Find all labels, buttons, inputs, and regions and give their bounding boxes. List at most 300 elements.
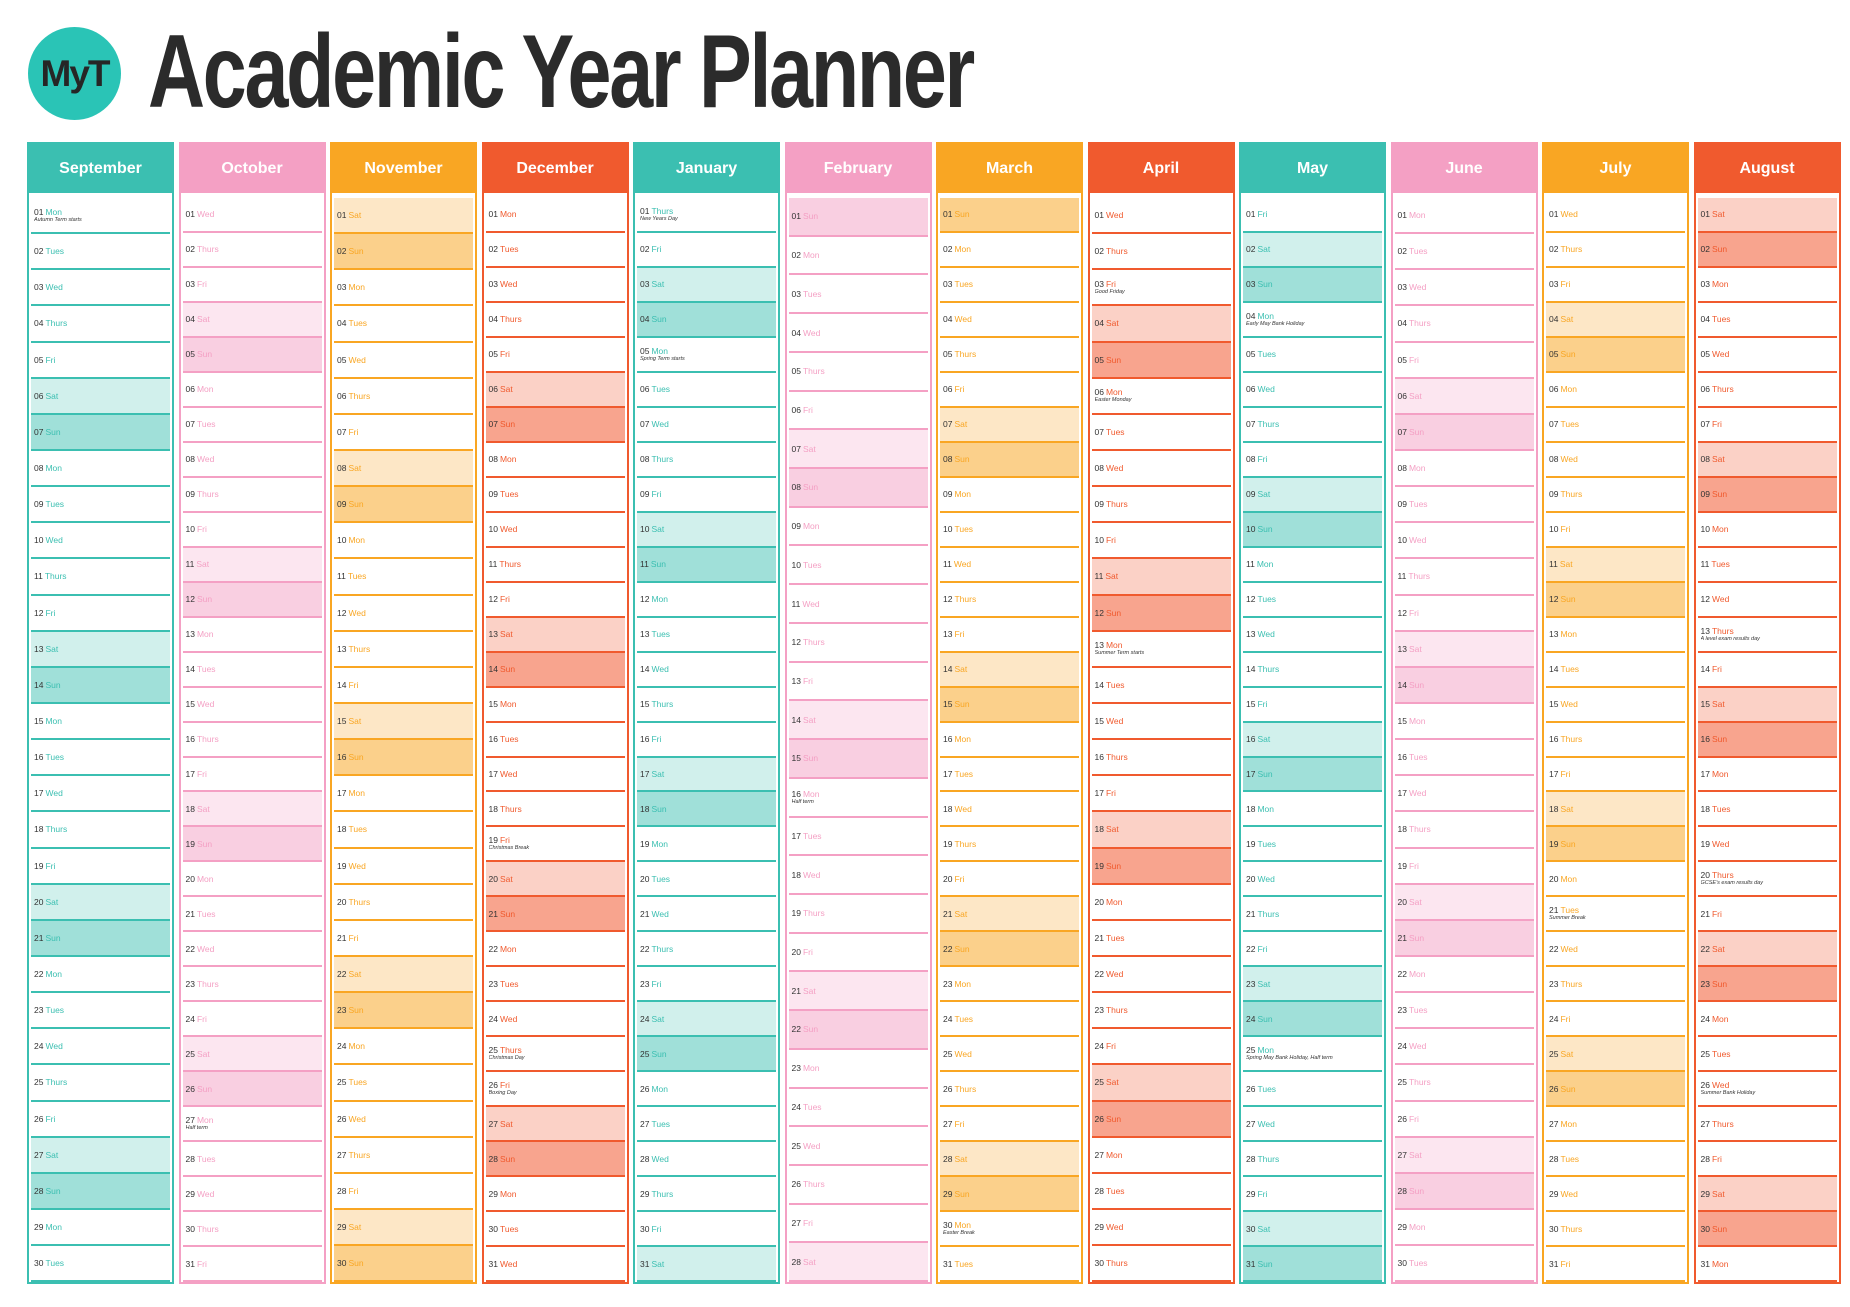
day-cell[interactable]	[334, 1029, 473, 1065]
day-cell[interactable]	[486, 653, 625, 688]
day-cell[interactable]	[1243, 1072, 1382, 1107]
day-cell[interactable]	[637, 303, 776, 338]
day-cell[interactable]	[1546, 373, 1685, 408]
day-cell[interactable]	[183, 583, 322, 618]
day-cell[interactable]	[940, 897, 1079, 932]
day-cell[interactable]	[1546, 513, 1685, 548]
day-cell[interactable]	[334, 776, 473, 812]
day-cell[interactable]	[486, 1177, 625, 1212]
day-cell[interactable]	[1243, 1177, 1382, 1212]
day-cell[interactable]	[637, 583, 776, 618]
day-cell[interactable]	[486, 723, 625, 758]
day-cell[interactable]	[1395, 198, 1534, 234]
day-cell[interactable]	[637, 1037, 776, 1072]
day-cell[interactable]	[1092, 776, 1231, 812]
day-cell[interactable]	[1698, 967, 1837, 1002]
day-cell[interactable]	[31, 957, 170, 993]
day-cell[interactable]	[1546, 1107, 1685, 1142]
day-cell[interactable]	[1698, 338, 1837, 373]
day-cell[interactable]	[1395, 740, 1534, 776]
day-cell[interactable]	[789, 934, 928, 973]
day-cell[interactable]	[789, 508, 928, 547]
day-cell[interactable]	[334, 921, 473, 957]
day-cell[interactable]	[1092, 379, 1231, 415]
day-cell[interactable]	[31, 921, 170, 957]
day-cell[interactable]	[1092, 1138, 1231, 1174]
day-cell[interactable]	[789, 1127, 928, 1166]
day-cell[interactable]	[637, 1107, 776, 1142]
day-cell[interactable]	[486, 1212, 625, 1247]
day-cell[interactable]	[789, 198, 928, 237]
day-cell[interactable]	[1546, 827, 1685, 862]
day-cell[interactable]	[1546, 408, 1685, 443]
day-cell[interactable]	[1243, 198, 1382, 233]
day-cell[interactable]	[940, 268, 1079, 303]
day-cell[interactable]	[486, 897, 625, 932]
day-cell[interactable]	[789, 1050, 928, 1089]
day-cell[interactable]	[1395, 415, 1534, 451]
day-cell[interactable]	[1243, 1247, 1382, 1282]
day-cell[interactable]	[1243, 792, 1382, 827]
day-cell[interactable]	[637, 758, 776, 793]
day-cell[interactable]	[183, 513, 322, 548]
day-cell[interactable]	[637, 792, 776, 827]
day-cell[interactable]	[486, 268, 625, 303]
day-cell[interactable]	[637, 513, 776, 548]
day-cell[interactable]	[789, 275, 928, 314]
day-cell[interactable]	[486, 932, 625, 967]
day-cell[interactable]	[334, 1174, 473, 1210]
day-cell[interactable]	[789, 353, 928, 392]
day-cell[interactable]	[31, 306, 170, 342]
day-cell[interactable]	[1243, 408, 1382, 443]
day-cell[interactable]	[940, 303, 1079, 338]
day-cell[interactable]	[1092, 885, 1231, 921]
day-cell[interactable]	[940, 1177, 1079, 1212]
day-cell[interactable]	[1243, 1002, 1382, 1037]
day-cell[interactable]	[31, 704, 170, 740]
day-cell[interactable]	[31, 1102, 170, 1138]
day-cell[interactable]	[789, 895, 928, 934]
day-cell[interactable]	[31, 1029, 170, 1065]
day-cell[interactable]	[334, 957, 473, 993]
day-cell[interactable]	[1546, 932, 1685, 967]
day-cell[interactable]	[1092, 921, 1231, 957]
day-cell[interactable]	[637, 967, 776, 1002]
day-cell[interactable]	[637, 233, 776, 268]
day-cell[interactable]	[789, 701, 928, 740]
day-cell[interactable]	[1546, 1247, 1685, 1282]
day-cell[interactable]	[1395, 849, 1534, 885]
day-cell[interactable]	[183, 758, 322, 793]
day-cell[interactable]	[183, 688, 322, 723]
day-cell[interactable]	[940, 862, 1079, 897]
day-cell[interactable]	[1092, 559, 1231, 595]
day-cell[interactable]	[1698, 618, 1837, 653]
day-cell[interactable]	[940, 233, 1079, 268]
day-cell[interactable]	[334, 198, 473, 234]
day-cell[interactable]	[789, 663, 928, 702]
day-cell[interactable]	[940, 758, 1079, 793]
day-cell[interactable]	[1243, 862, 1382, 897]
day-cell[interactable]	[1698, 513, 1837, 548]
day-cell[interactable]	[1243, 1212, 1382, 1247]
day-cell[interactable]	[1092, 1210, 1231, 1246]
day-cell[interactable]	[334, 632, 473, 668]
day-cell[interactable]	[334, 596, 473, 632]
day-cell[interactable]	[1698, 233, 1837, 268]
day-cell[interactable]	[1092, 1065, 1231, 1101]
day-cell[interactable]	[1546, 198, 1685, 233]
day-cell[interactable]	[940, 478, 1079, 513]
day-cell[interactable]	[31, 596, 170, 632]
day-cell[interactable]	[1698, 1142, 1837, 1177]
day-cell[interactable]	[1698, 688, 1837, 723]
day-cell[interactable]	[1546, 338, 1685, 373]
day-cell[interactable]	[1546, 1212, 1685, 1247]
day-cell[interactable]	[637, 1142, 776, 1177]
day-cell[interactable]	[940, 548, 1079, 583]
day-cell[interactable]	[334, 849, 473, 885]
day-cell[interactable]	[183, 443, 322, 478]
day-cell[interactable]	[183, 897, 322, 932]
day-cell[interactable]	[1395, 1102, 1534, 1138]
day-cell[interactable]	[1395, 776, 1534, 812]
day-cell[interactable]	[1698, 1072, 1837, 1107]
day-cell[interactable]	[1243, 688, 1382, 723]
day-cell[interactable]	[637, 932, 776, 967]
day-cell[interactable]	[940, 827, 1079, 862]
day-cell[interactable]	[1546, 233, 1685, 268]
day-cell[interactable]	[637, 1072, 776, 1107]
day-cell[interactable]	[1092, 343, 1231, 379]
day-cell[interactable]	[334, 1102, 473, 1138]
day-cell[interactable]	[1395, 1029, 1534, 1065]
day-cell[interactable]	[1092, 596, 1231, 632]
day-cell[interactable]	[1092, 198, 1231, 234]
day-cell[interactable]	[334, 1065, 473, 1101]
day-cell[interactable]	[486, 618, 625, 653]
day-cell[interactable]	[940, 513, 1079, 548]
day-cell[interactable]	[1546, 688, 1685, 723]
day-cell[interactable]	[31, 1174, 170, 1210]
day-cell[interactable]	[1243, 373, 1382, 408]
day-cell[interactable]	[31, 198, 170, 234]
day-cell[interactable]	[486, 1072, 625, 1107]
day-cell[interactable]	[31, 849, 170, 885]
day-cell[interactable]	[334, 234, 473, 270]
day-cell[interactable]	[1395, 1246, 1534, 1282]
day-cell[interactable]	[789, 237, 928, 276]
day-cell[interactable]	[334, 559, 473, 595]
day-cell[interactable]	[486, 548, 625, 583]
day-cell[interactable]	[1092, 234, 1231, 270]
day-cell[interactable]	[334, 1138, 473, 1174]
day-cell[interactable]	[31, 1210, 170, 1246]
day-cell[interactable]	[1395, 704, 1534, 740]
day-cell[interactable]	[637, 548, 776, 583]
day-cell[interactable]	[789, 972, 928, 1011]
day-cell[interactable]	[637, 618, 776, 653]
day-cell[interactable]	[1698, 758, 1837, 793]
day-cell[interactable]	[31, 812, 170, 848]
day-cell[interactable]	[637, 897, 776, 932]
day-cell[interactable]	[637, 723, 776, 758]
day-cell[interactable]	[1243, 478, 1382, 513]
day-cell[interactable]	[183, 1072, 322, 1107]
day-cell[interactable]	[31, 270, 170, 306]
day-cell[interactable]	[183, 1107, 322, 1142]
day-cell[interactable]	[486, 1142, 625, 1177]
day-cell[interactable]	[789, 1011, 928, 1050]
day-cell[interactable]	[31, 234, 170, 270]
day-cell[interactable]	[940, 932, 1079, 967]
day-cell[interactable]	[486, 792, 625, 827]
day-cell[interactable]	[183, 653, 322, 688]
day-cell[interactable]	[789, 469, 928, 508]
day-cell[interactable]	[334, 993, 473, 1029]
day-cell[interactable]	[1546, 758, 1685, 793]
day-cell[interactable]	[486, 827, 625, 862]
day-cell[interactable]	[334, 740, 473, 776]
day-cell[interactable]	[1092, 523, 1231, 559]
day-cell[interactable]	[1698, 897, 1837, 932]
day-cell[interactable]	[1546, 443, 1685, 478]
day-cell[interactable]	[1092, 740, 1231, 776]
day-cell[interactable]	[1395, 379, 1534, 415]
day-cell[interactable]	[1546, 618, 1685, 653]
day-cell[interactable]	[940, 198, 1079, 233]
day-cell[interactable]	[1395, 1065, 1534, 1101]
day-cell[interactable]	[183, 618, 322, 653]
day-cell[interactable]	[1395, 668, 1534, 704]
day-cell[interactable]	[1698, 792, 1837, 827]
day-cell[interactable]	[1092, 957, 1231, 993]
day-cell[interactable]	[183, 1037, 322, 1072]
day-cell[interactable]	[486, 758, 625, 793]
day-cell[interactable]	[1243, 583, 1382, 618]
day-cell[interactable]	[1546, 478, 1685, 513]
day-cell[interactable]	[940, 618, 1079, 653]
day-cell[interactable]	[637, 1177, 776, 1212]
day-cell[interactable]	[1092, 812, 1231, 848]
day-cell[interactable]	[1243, 1142, 1382, 1177]
day-cell[interactable]	[1092, 487, 1231, 523]
day-cell[interactable]	[334, 704, 473, 740]
day-cell[interactable]	[31, 415, 170, 451]
day-cell[interactable]	[31, 668, 170, 704]
day-cell[interactable]	[334, 523, 473, 559]
day-cell[interactable]	[940, 583, 1079, 618]
day-cell[interactable]	[789, 1243, 928, 1282]
day-cell[interactable]	[1395, 993, 1534, 1029]
day-cell[interactable]	[789, 430, 928, 469]
day-cell[interactable]	[486, 1247, 625, 1282]
day-cell[interactable]	[1698, 723, 1837, 758]
day-cell[interactable]	[486, 478, 625, 513]
day-cell[interactable]	[637, 478, 776, 513]
day-cell[interactable]	[183, 723, 322, 758]
day-cell[interactable]	[940, 688, 1079, 723]
day-cell[interactable]	[183, 198, 322, 233]
day-cell[interactable]	[486, 338, 625, 373]
day-cell[interactable]	[31, 379, 170, 415]
day-cell[interactable]	[183, 1177, 322, 1212]
day-cell[interactable]	[637, 1247, 776, 1282]
day-cell[interactable]	[183, 548, 322, 583]
day-cell[interactable]	[486, 862, 625, 897]
day-cell[interactable]	[183, 932, 322, 967]
day-cell[interactable]	[31, 559, 170, 595]
day-cell[interactable]	[183, 1142, 322, 1177]
day-cell[interactable]	[486, 967, 625, 1002]
day-cell[interactable]	[31, 451, 170, 487]
day-cell[interactable]	[31, 523, 170, 559]
day-cell[interactable]	[1395, 1138, 1534, 1174]
day-cell[interactable]	[789, 1089, 928, 1128]
day-cell[interactable]	[486, 583, 625, 618]
day-cell[interactable]	[183, 792, 322, 827]
day-cell[interactable]	[183, 862, 322, 897]
day-cell[interactable]	[637, 373, 776, 408]
day-cell[interactable]	[1546, 1037, 1685, 1072]
day-cell[interactable]	[1243, 268, 1382, 303]
day-cell[interactable]	[486, 1002, 625, 1037]
day-cell[interactable]	[1243, 233, 1382, 268]
day-cell[interactable]	[1395, 1210, 1534, 1246]
day-cell[interactable]	[1092, 1029, 1231, 1065]
day-cell[interactable]	[486, 443, 625, 478]
day-cell[interactable]	[1243, 548, 1382, 583]
day-cell[interactable]	[1395, 632, 1534, 668]
day-cell[interactable]	[637, 653, 776, 688]
day-cell[interactable]	[1243, 758, 1382, 793]
day-cell[interactable]	[183, 338, 322, 373]
day-cell[interactable]	[1698, 583, 1837, 618]
day-cell[interactable]	[789, 1166, 928, 1205]
day-cell[interactable]	[789, 624, 928, 663]
day-cell[interactable]	[1546, 583, 1685, 618]
day-cell[interactable]	[1092, 993, 1231, 1029]
day-cell[interactable]	[1092, 270, 1231, 306]
day-cell[interactable]	[1546, 897, 1685, 932]
day-cell[interactable]	[1395, 885, 1534, 921]
day-cell[interactable]	[1698, 653, 1837, 688]
day-cell[interactable]	[789, 779, 928, 818]
day-cell[interactable]	[1092, 849, 1231, 885]
day-cell[interactable]	[940, 373, 1079, 408]
day-cell[interactable]	[31, 487, 170, 523]
day-cell[interactable]	[940, 723, 1079, 758]
day-cell[interactable]	[1243, 827, 1382, 862]
day-cell[interactable]	[1698, 1247, 1837, 1282]
day-cell[interactable]	[334, 1210, 473, 1246]
day-cell[interactable]	[1546, 1002, 1685, 1037]
day-cell[interactable]	[789, 1205, 928, 1244]
day-cell[interactable]	[1698, 443, 1837, 478]
day-cell[interactable]	[789, 585, 928, 624]
day-cell[interactable]	[31, 1065, 170, 1101]
day-cell[interactable]	[1395, 559, 1534, 595]
day-cell[interactable]	[1395, 343, 1534, 379]
day-cell[interactable]	[940, 1107, 1079, 1142]
day-cell[interactable]	[1395, 596, 1534, 632]
day-cell[interactable]	[1698, 303, 1837, 338]
day-cell[interactable]	[486, 688, 625, 723]
day-cell[interactable]	[31, 993, 170, 1029]
day-cell[interactable]	[31, 776, 170, 812]
day-cell[interactable]	[1395, 921, 1534, 957]
day-cell[interactable]	[1546, 1142, 1685, 1177]
day-cell[interactable]	[940, 338, 1079, 373]
day-cell[interactable]	[1698, 478, 1837, 513]
day-cell[interactable]	[637, 338, 776, 373]
day-cell[interactable]	[1395, 306, 1534, 342]
day-cell[interactable]	[486, 373, 625, 408]
day-cell[interactable]	[1546, 548, 1685, 583]
day-cell[interactable]	[789, 740, 928, 779]
day-cell[interactable]	[334, 270, 473, 306]
day-cell[interactable]	[334, 812, 473, 848]
day-cell[interactable]	[1092, 415, 1231, 451]
day-cell[interactable]	[183, 408, 322, 443]
day-cell[interactable]	[1698, 1037, 1837, 1072]
day-cell[interactable]	[1546, 967, 1685, 1002]
day-cell[interactable]	[31, 343, 170, 379]
day-cell[interactable]	[637, 1002, 776, 1037]
day-cell[interactable]	[1092, 704, 1231, 740]
day-cell[interactable]	[31, 1246, 170, 1282]
day-cell[interactable]	[1546, 862, 1685, 897]
day-cell[interactable]	[637, 1212, 776, 1247]
day-cell[interactable]	[789, 392, 928, 431]
day-cell[interactable]	[183, 268, 322, 303]
day-cell[interactable]	[1698, 198, 1837, 233]
day-cell[interactable]	[940, 408, 1079, 443]
day-cell[interactable]	[940, 443, 1079, 478]
day-cell[interactable]	[789, 314, 928, 353]
day-cell[interactable]	[1395, 234, 1534, 270]
day-cell[interactable]	[334, 668, 473, 704]
day-cell[interactable]	[486, 198, 625, 233]
day-cell[interactable]	[183, 967, 322, 1002]
day-cell[interactable]	[1395, 487, 1534, 523]
day-cell[interactable]	[334, 1246, 473, 1282]
day-cell[interactable]	[1546, 303, 1685, 338]
day-cell[interactable]	[1092, 306, 1231, 342]
day-cell[interactable]	[1395, 523, 1534, 559]
day-cell[interactable]	[1395, 1174, 1534, 1210]
day-cell[interactable]	[1546, 1072, 1685, 1107]
day-cell[interactable]	[1395, 270, 1534, 306]
day-cell[interactable]	[1243, 513, 1382, 548]
day-cell[interactable]	[1546, 723, 1685, 758]
day-cell[interactable]	[1092, 1174, 1231, 1210]
day-cell[interactable]	[1395, 812, 1534, 848]
day-cell[interactable]	[486, 513, 625, 548]
day-cell[interactable]	[940, 792, 1079, 827]
day-cell[interactable]	[1092, 1246, 1231, 1282]
day-cell[interactable]	[334, 379, 473, 415]
day-cell[interactable]	[789, 818, 928, 857]
day-cell[interactable]	[940, 653, 1079, 688]
day-cell[interactable]	[1698, 408, 1837, 443]
day-cell[interactable]	[940, 1072, 1079, 1107]
day-cell[interactable]	[1698, 862, 1837, 897]
day-cell[interactable]	[1395, 451, 1534, 487]
day-cell[interactable]	[1698, 1212, 1837, 1247]
day-cell[interactable]	[183, 1247, 322, 1282]
